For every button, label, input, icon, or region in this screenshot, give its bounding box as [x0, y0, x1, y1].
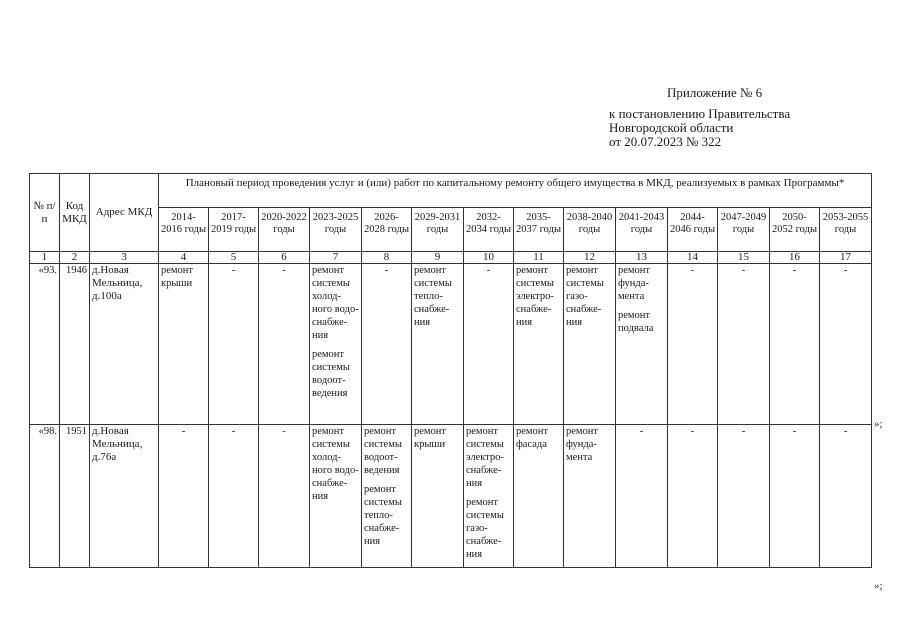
- repair-schedule-table: [29, 173, 872, 568]
- period-header: 2029-2031 годы: [412, 208, 464, 252]
- work-item: ремонт фунда-мента: [618, 265, 651, 302]
- row-number: «98.: [30, 425, 60, 568]
- period-header: 2053-2055 годы: [820, 208, 872, 252]
- header-line-2: Новгородской области: [609, 120, 734, 135]
- column-number: 5: [209, 252, 259, 264]
- table-row: [30, 425, 872, 568]
- work-item: ремонт системы холод-ного водо-снабже-ния: [312, 426, 359, 502]
- empty-dash: -: [690, 265, 695, 276]
- period-cell: [310, 264, 362, 425]
- closing-quote-mark: »;: [874, 418, 883, 430]
- period-header: 2041-2043 годы: [616, 208, 668, 252]
- period-cell: [668, 425, 718, 568]
- period-header: 2014-2016 годы: [159, 208, 209, 252]
- mkd-address: д.Новая Мельница, д.100а: [90, 264, 159, 425]
- empty-dash: -: [741, 265, 746, 276]
- period-cell: [514, 425, 564, 568]
- column-number: 14: [668, 252, 718, 264]
- mkd-address: д.Новая Мельница, д.76а: [90, 425, 159, 568]
- period-cell: [616, 425, 668, 568]
- work-item: ремонт системы холод-ного водо-снабже-ния: [312, 265, 359, 341]
- period-cell: [159, 425, 209, 568]
- period-cell: [770, 425, 820, 568]
- empty-dash: -: [231, 426, 236, 437]
- column-number: 10: [464, 252, 514, 264]
- work-item: ремонт системы водоот-ведения: [364, 426, 402, 476]
- table-row: [30, 264, 872, 425]
- period-header: 2032-2034 годы: [464, 208, 514, 252]
- period-cell: [820, 425, 872, 568]
- period-cell: [209, 425, 259, 568]
- period-cell: [616, 264, 668, 425]
- col-header-period-title: Плановый период проведения услуг и (или) работ по капитальному ремонту общего имущества в МКД, реализуемых в рамках Программы*: [159, 174, 872, 208]
- work-item: ремонт фасада: [516, 426, 549, 450]
- work-item: ремонт крыши: [414, 426, 447, 450]
- empty-dash: -: [231, 265, 236, 276]
- period-cell: [820, 264, 872, 425]
- period-cell: [464, 264, 514, 425]
- empty-dash: -: [384, 265, 389, 276]
- mkd-code: 1946: [60, 264, 90, 425]
- period-cell: [362, 425, 412, 568]
- period-cell: [310, 425, 362, 568]
- document-header: [609, 86, 790, 149]
- empty-dash: -: [843, 265, 848, 276]
- col-header-num: № п/п: [30, 174, 60, 252]
- period-cell: [259, 264, 310, 425]
- empty-dash: -: [741, 426, 746, 437]
- empty-dash: -: [792, 426, 797, 437]
- column-number: 6: [259, 252, 310, 264]
- empty-dash: -: [282, 265, 286, 276]
- work-item: ремонт системы водоот-ведения: [312, 349, 350, 399]
- work-item: ремонт подвала: [618, 310, 654, 334]
- empty-dash: -: [486, 265, 491, 276]
- col-header-code: Код МКД: [60, 174, 90, 252]
- column-number: 17: [820, 252, 872, 264]
- header-line-3: от 20.07.2023 № 322: [609, 134, 722, 149]
- empty-dash: -: [792, 265, 797, 276]
- period-cell: [564, 425, 616, 568]
- empty-dash: -: [181, 426, 186, 437]
- work-item: ремонт системы электро-снабже-ния: [516, 265, 554, 328]
- column-number: 4: [159, 252, 209, 264]
- column-number: 1: [30, 252, 60, 264]
- period-cell: [514, 264, 564, 425]
- header-line-1: к постановлению Правительства: [609, 106, 791, 121]
- period-header: 2026-2028 годы: [362, 208, 412, 252]
- column-number: 9: [412, 252, 464, 264]
- period-cell: [718, 264, 770, 425]
- period-cell: [159, 264, 209, 425]
- period-cell: [412, 264, 464, 425]
- column-number: 8: [362, 252, 412, 264]
- column-number: 2: [60, 252, 90, 264]
- empty-dash: -: [690, 426, 695, 437]
- column-number: 16: [770, 252, 820, 264]
- period-cell: [412, 425, 464, 568]
- period-cell: [259, 425, 310, 568]
- work-item: ремонт системы тепло-снабже-ния: [364, 484, 402, 547]
- period-cell: [770, 264, 820, 425]
- row-number: «93.: [30, 264, 60, 425]
- closing-quote-mark: »;: [874, 580, 883, 592]
- column-number: 13: [616, 252, 668, 264]
- column-number: 15: [718, 252, 770, 264]
- period-cell: [362, 264, 412, 425]
- period-cell: [464, 425, 514, 568]
- column-number: 11: [514, 252, 564, 264]
- appendix-title: Приложение № 6: [667, 85, 763, 100]
- period-header: 2038-2040 годы: [564, 208, 616, 252]
- mkd-code: 1951: [60, 425, 90, 568]
- work-item: ремонт системы электро-снабже-ния: [466, 426, 504, 489]
- empty-dash: -: [282, 426, 286, 437]
- period-header: 2035-2037 годы: [514, 208, 564, 252]
- empty-dash: -: [843, 426, 848, 437]
- col-header-address: Адрес МКД: [90, 174, 159, 252]
- period-cell: [718, 425, 770, 568]
- work-item: ремонт системы газо-снабже-ния: [566, 265, 604, 328]
- work-item: ремонт фунда-мента: [566, 426, 599, 463]
- period-header: 2047-2049 годы: [718, 208, 770, 252]
- period-cell: [209, 264, 259, 425]
- work-item: ремонт системы тепло-снабже-ния: [414, 265, 452, 328]
- period-header: 2023-2025 годы: [310, 208, 362, 252]
- column-number: 3: [90, 252, 159, 264]
- period-cell: [564, 264, 616, 425]
- period-header: 2044-2046 годы: [668, 208, 718, 252]
- work-item: ремонт крыши: [161, 265, 194, 289]
- period-cell: [668, 264, 718, 425]
- period-header: 2020-2022 годы: [259, 208, 310, 252]
- period-header: 2017-2019 годы: [209, 208, 259, 252]
- period-header: 2050-2052 годы: [770, 208, 820, 252]
- column-number: 7: [310, 252, 362, 264]
- column-number: 12: [564, 252, 616, 264]
- work-item: ремонт системы газо-снабже-ния: [466, 497, 504, 560]
- empty-dash: -: [639, 426, 644, 437]
